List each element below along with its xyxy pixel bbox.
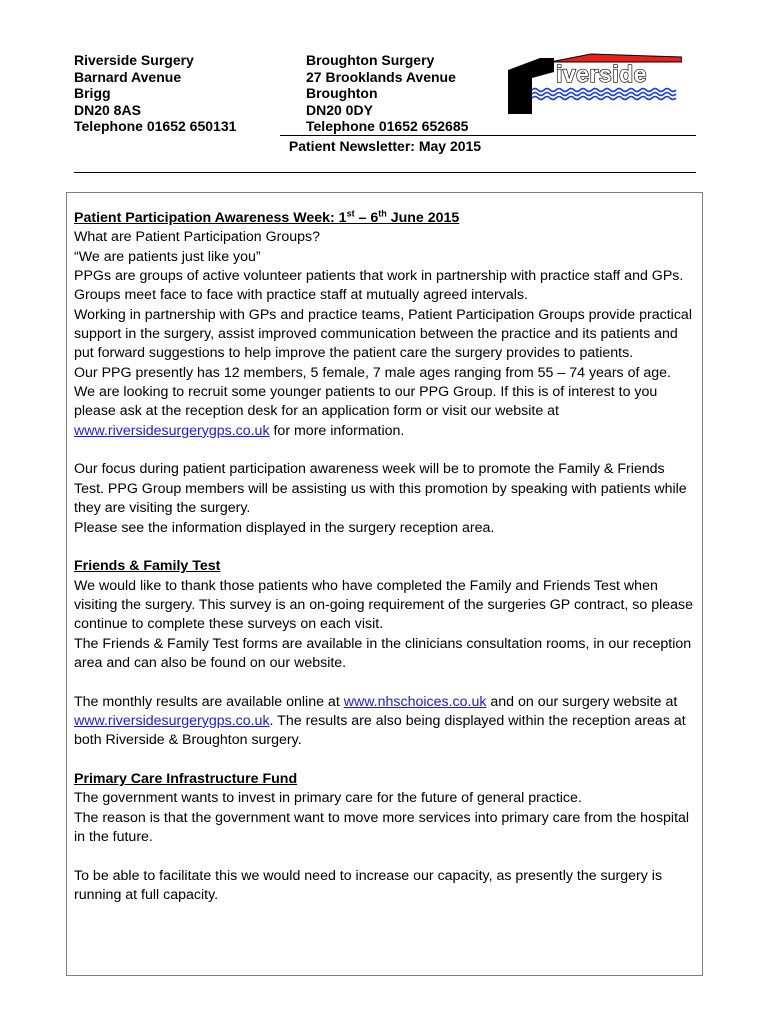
ppaw-question: What are Patient Participation Groups? <box>74 229 321 246</box>
riverside-phone: Telephone 01652 650131 <box>74 118 237 135</box>
riverside-name: Riverside Surgery <box>74 52 194 68</box>
riverside-address <box>74 52 236 135</box>
fft-forms: The Friends & Family Test forms are available in the clinicians consultation rooms, in our reception area and can also be found on our website. <box>74 635 692 671</box>
pcif-capacity: To be able to facilitate this we would need to increase our capacity, as presently the surgery is running at full capacity. <box>74 867 663 904</box>
fft-results-text-a: The monthly results are available online at <box>74 693 344 710</box>
riverside-postcode: DN20 8AS <box>74 101 141 118</box>
ppaw-heading-sup-th: th <box>378 208 387 219</box>
broughton-street: 27 Brooklands Avenue <box>306 68 456 85</box>
paragraph-gap <box>74 751 698 770</box>
ppaw-recruit-text: We are looking to recruit some younger patients to our PPG Group. If this is of interest to you please ask at the reception desk for an application form or visit our website at <box>74 384 658 420</box>
paragraph-gap <box>74 673 698 692</box>
broughton-phone: Telephone 01652 652685 <box>306 118 469 135</box>
pcif-heading: Primary Care Infrastructure Fund <box>74 770 298 787</box>
pcif-reason: The reason is that the government want to move more services into primary care from the hospital in the future. <box>74 809 690 845</box>
ppaw-definition: PPGs are groups of active volunteer patients that work in partnership with practice staff and GPs. <box>74 268 684 285</box>
paragraph-gap <box>74 847 698 866</box>
broughton-name: Broughton Surgery <box>306 52 435 68</box>
broughton-town: Broughton <box>306 85 378 102</box>
paragraph-gap <box>74 441 698 460</box>
ppaw-quote: “We are patients just like you” <box>74 248 261 265</box>
riverside-website-link-2[interactable]: www.riversidesurgerygps.co.uk <box>74 712 270 729</box>
ppaw-heading-part3: June 2015 <box>386 210 460 226</box>
fft-thanks: We would like to thank those patients who have completed the Family and Friends Test when visiting the surgery. This survey is an on-going requirement of the surgeries GP contract, so please continue to complete these surveys on each visit. <box>74 577 694 633</box>
newsletter-body <box>74 209 698 905</box>
logo-r-letter <box>508 58 554 114</box>
logo-wordmark: iverside <box>556 61 647 87</box>
ppaw-recruit-tail: for more information. <box>269 422 405 439</box>
fft-results-text-c: . The results are also being displayed within the reception areas at both Riverside & Broughton surgery. <box>74 712 686 749</box>
riverside-town: Brigg <box>74 85 111 102</box>
ppaw-focus: Our focus during patient participation awareness week will be to promote the Family & Friends Test. PPG Group members will be assisting us with this promotion by speaking with patients while they are visiting the surgery. <box>74 461 687 517</box>
broughton-postcode: DN20 0DY <box>306 101 373 118</box>
ppaw-partnership: Working in partnership with GPs and practice teams, Patient Participation Groups provide practical support in the surgery, assist improved communication between the practice and its patients and put forward suggestions to help improve the patient care the surgery provides to patients. <box>74 306 692 362</box>
riverside-logo <box>496 52 682 116</box>
ppaw-heading-part1: Patient Participation Awareness Week: 1 <box>74 210 347 226</box>
pcif-invest: The government wants to invest in primary care for the future of general practice. <box>74 790 582 807</box>
newsletter-title: Patient Newsletter: May 2015 <box>288 138 482 154</box>
paragraph-gap <box>74 538 698 557</box>
fft-heading: Friends & Family Test <box>74 558 221 575</box>
fft-results-text-b: and on our surgery website at <box>486 693 678 710</box>
fft-results <box>74 693 698 751</box>
riverside-website-link[interactable]: www.riversidesurgerygps.co.uk <box>74 422 270 439</box>
ppaw-heading-part2: – 6 <box>354 210 379 226</box>
ppaw-heading <box>74 209 698 228</box>
ppaw-reception-info: Please see the information displayed in the surgery reception area. <box>74 519 495 536</box>
logo-water-waves <box>532 89 676 100</box>
ppaw-meetings: Groups meet face to face with practice staff at mutually agreed intervals. <box>74 287 528 304</box>
broughton-address <box>306 52 468 135</box>
ppaw-heading-sup-st: st <box>346 208 355 219</box>
ppaw-recruit <box>74 383 698 441</box>
ppaw-members: Our PPG presently has 12 members, 5 female, 7 male ages ranging from 55 – 74 years of age. <box>74 364 671 381</box>
riverside-street: Barnard Avenue <box>74 68 182 85</box>
header-rule-bottom <box>74 172 696 173</box>
nhschoices-link[interactable]: www.nhschoices.co.uk <box>343 693 487 710</box>
header-rule-top <box>280 135 696 136</box>
